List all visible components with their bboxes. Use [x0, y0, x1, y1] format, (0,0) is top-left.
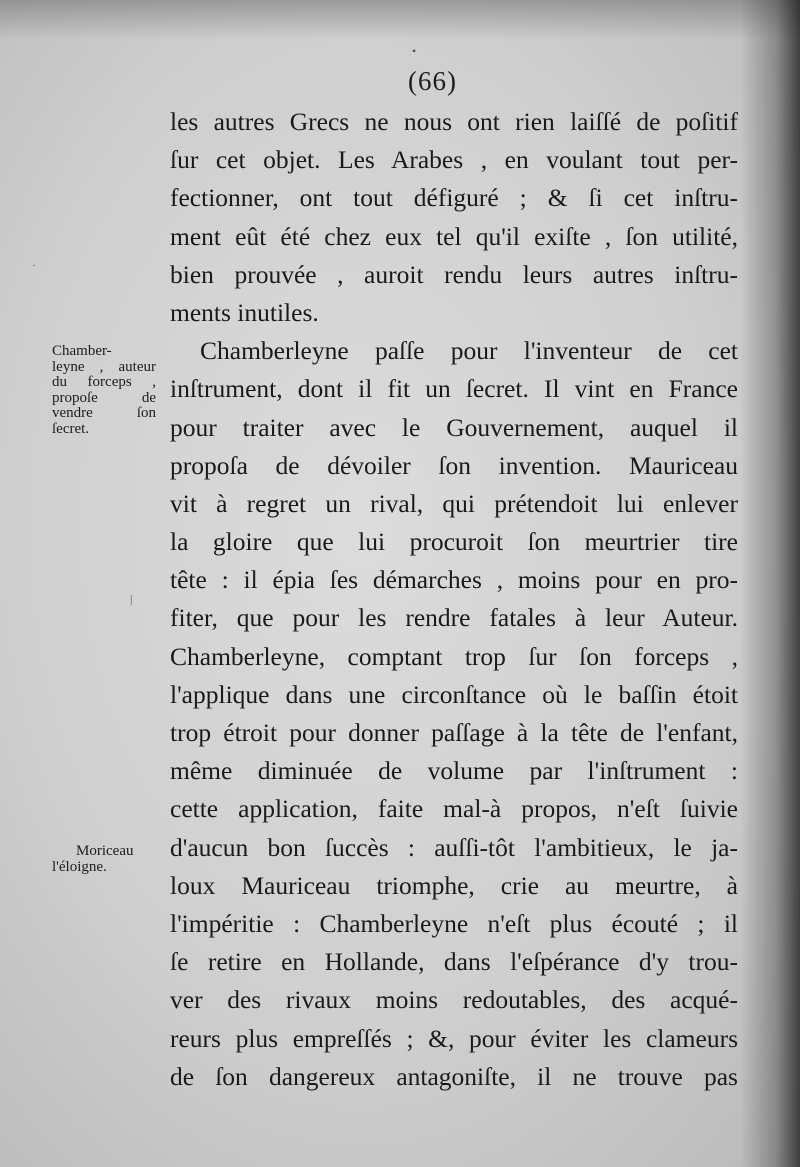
speck: •	[412, 44, 417, 58]
margin-note-line: l'éloigne.	[52, 858, 107, 875]
text-line: pour traiter avec le Gouvernement, auquel il	[170, 412, 738, 442]
page-number: (66)	[408, 66, 457, 96]
text-line: Chamberleyne paſſe pour l'inventeur de cet	[200, 336, 738, 366]
text-line: d'aucun bon ſuccès : auſſi-tôt l'ambitieux, le ja-	[170, 832, 738, 862]
text-line: les autres Grecs ne nous ont rien laiſſé de poſitif	[170, 107, 738, 136]
text-line: vit à regret un rival, qui prétendoit lui enlever	[170, 488, 738, 518]
speck: ·	[32, 258, 36, 272]
margin-note-line: Moriceau	[76, 843, 134, 859]
text-line: cette application, faite mal-à propos, n'eſt ſuivie	[170, 794, 738, 824]
text-line: ſe retire en Hollande, dans l'eſpérance d'y trou-	[170, 947, 738, 977]
text-line: fectionner, ont tout défiguré ; & ſi cet inſtru-	[170, 183, 738, 213]
main-text-block	[170, 103, 738, 1096]
margin-note-line: propoſe de	[52, 389, 156, 406]
text-line: ment eût été chez eux tel qu'il exiſte , ſon utilité,	[170, 221, 738, 251]
text-line: reurs plus empreſſés ; &, pour éviter les clameurs	[170, 1023, 738, 1053]
margin-note-line: Chamber-	[52, 343, 112, 359]
text-line: inſtrument, dont il fit un ſecret. Il vint en France	[170, 374, 738, 404]
text-line: ments inutiles.	[170, 297, 319, 327]
margin-note-line: ſecret.	[52, 420, 90, 437]
text-line: l'applique dans une circonſtance où le baſſin étoit	[170, 679, 738, 709]
margin-note-line: vendre ſon	[52, 405, 156, 421]
text-line: fiter, que pour les rendre fatales à leur Auteur.	[170, 603, 738, 633]
text-line: l'impéritie : Chamberleyne n'eſt plus écouté ; il	[170, 908, 738, 938]
binding-gutter-shadow	[740, 0, 800, 1167]
text-line: trop étroit pour donner paſſage à la tête de l'enfant,	[170, 718, 738, 747]
text-line: loux Mauriceau triomphe, crie au meurtre, à	[170, 870, 738, 900]
text-line: ſur cet objet. Les Arabes , en voulant tout per-	[170, 145, 738, 175]
margin-note-line: leyne , auteur	[52, 358, 156, 375]
text-line: tête : il épia ſes démarches , moins pour en pro-	[170, 565, 738, 595]
text-line: de ſon dangereux antagoniſte, il ne trouve pas	[170, 1061, 738, 1091]
margin-note-line: du forceps ,	[52, 374, 156, 390]
speck: |	[130, 592, 133, 606]
top-shadow	[0, 0, 800, 40]
text-line: bien prouvée , auroit rendu leurs autres inſtru-	[170, 259, 738, 289]
text-line: la gloire que lui procuroit ſon meurtrier tire	[170, 527, 738, 557]
margin-note-chamberleyne	[52, 344, 156, 437]
text-line: Chamberleyne, comptant trop ſur ſon forceps ,	[170, 641, 738, 671]
margin-note-moriceau	[52, 844, 156, 875]
text-line: propoſa de dévoiler ſon invention. Mauriceau	[170, 450, 738, 480]
text-line: ver des rivaux moins redoutables, des acqué-	[170, 985, 738, 1015]
text-line: même diminuée de volume par l'inſtrument :	[170, 756, 738, 786]
